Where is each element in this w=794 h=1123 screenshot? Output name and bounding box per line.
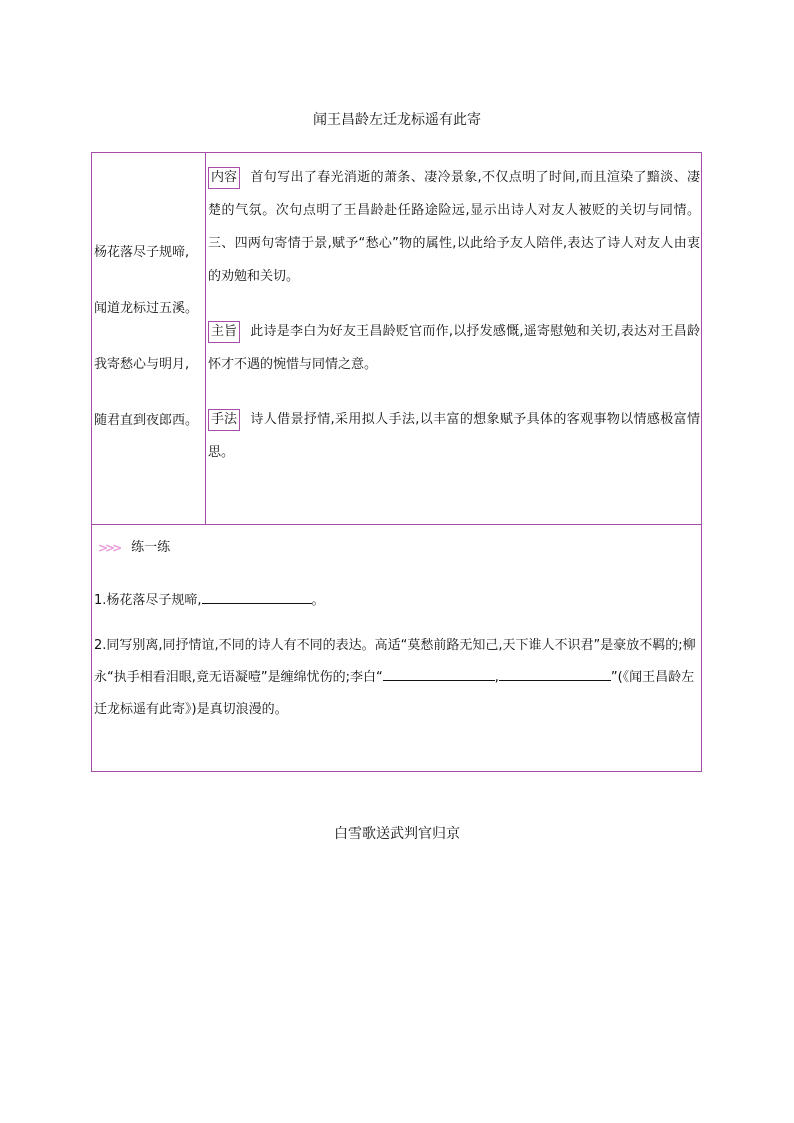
answer-blank[interactable] bbox=[383, 666, 495, 681]
question-1-text: 1.杨花落尽子规啼, bbox=[94, 593, 202, 608]
note-theme-text: 此诗是李白为好友王昌龄贬官而作,以抒发感慨,遥寄慰勉和关切,表达对王昌龄怀才不遇的惋惜与同情之意。 bbox=[208, 324, 700, 372]
practice-heading bbox=[98, 539, 170, 557]
note-content-text: 首句写出了春光消逝的萧条、凄冷景象,不仅点明了时间,而且渲染了黯淡、凄楚的气氛。次句点明了王昌龄赴任路途险远,显示出诗人对友人被贬的关切与同情。三、四两句寄情于景,赋予“愁心”物的属性,以此给予友人陪伴,表达了诗人对友人由衷的劝勉和关切。 bbox=[208, 170, 700, 284]
question-2-sep: , bbox=[494, 670, 499, 685]
poem-line: 闻道龙标过五溪。 bbox=[94, 301, 199, 316]
question-2-text-end: ”(《闻王昌龄左迁龙标遥有此寄》)是真切浪漫的。 bbox=[94, 670, 695, 717]
practice-heading-label: 练一练 bbox=[131, 540, 171, 555]
note-content bbox=[208, 161, 700, 293]
question-2-text: 2.同写别离,同抒情谊,不同的诗人有不同的表达。高适“莫愁前路无知己,天下谁人不识君”是豪放不羁的;柳永“执手相看泪眼,竟无语凝噎”是缠绵忧伤的;李白“ bbox=[94, 638, 696, 685]
answer-blank[interactable] bbox=[499, 666, 611, 681]
question-1-end: 。 bbox=[311, 593, 325, 608]
poem-line: 我寄愁心与明月, bbox=[94, 357, 190, 372]
tag-theme: 主旨 bbox=[208, 321, 240, 343]
tag-technique: 手法 bbox=[208, 409, 240, 431]
note-technique-text: 诗人借景抒情,采用拟人手法,以丰富的想象赋予具体的客观事物以情感极富情思。 bbox=[208, 412, 700, 460]
next-poem-title: 白雪歌送武判官归京 bbox=[334, 826, 460, 842]
note-technique bbox=[208, 403, 700, 469]
answer-blank[interactable] bbox=[202, 589, 312, 604]
note-theme bbox=[208, 315, 700, 381]
practice-questions bbox=[94, 585, 698, 726]
row-divider bbox=[92, 524, 701, 525]
poem-text bbox=[92, 239, 207, 434]
poem-title: 闻王昌龄左迁龙标遥有此寄 bbox=[313, 112, 481, 128]
poem-line: 杨花落尽子规啼, bbox=[94, 245, 190, 260]
chevrons-icon: >>> bbox=[98, 541, 120, 555]
analysis-notes bbox=[208, 161, 700, 469]
study-table bbox=[91, 152, 702, 772]
question-1 bbox=[94, 585, 698, 617]
poem-line: 随君直到夜郎西。 bbox=[94, 413, 199, 428]
tag-content: 内容 bbox=[208, 167, 240, 189]
question-2 bbox=[94, 630, 698, 726]
